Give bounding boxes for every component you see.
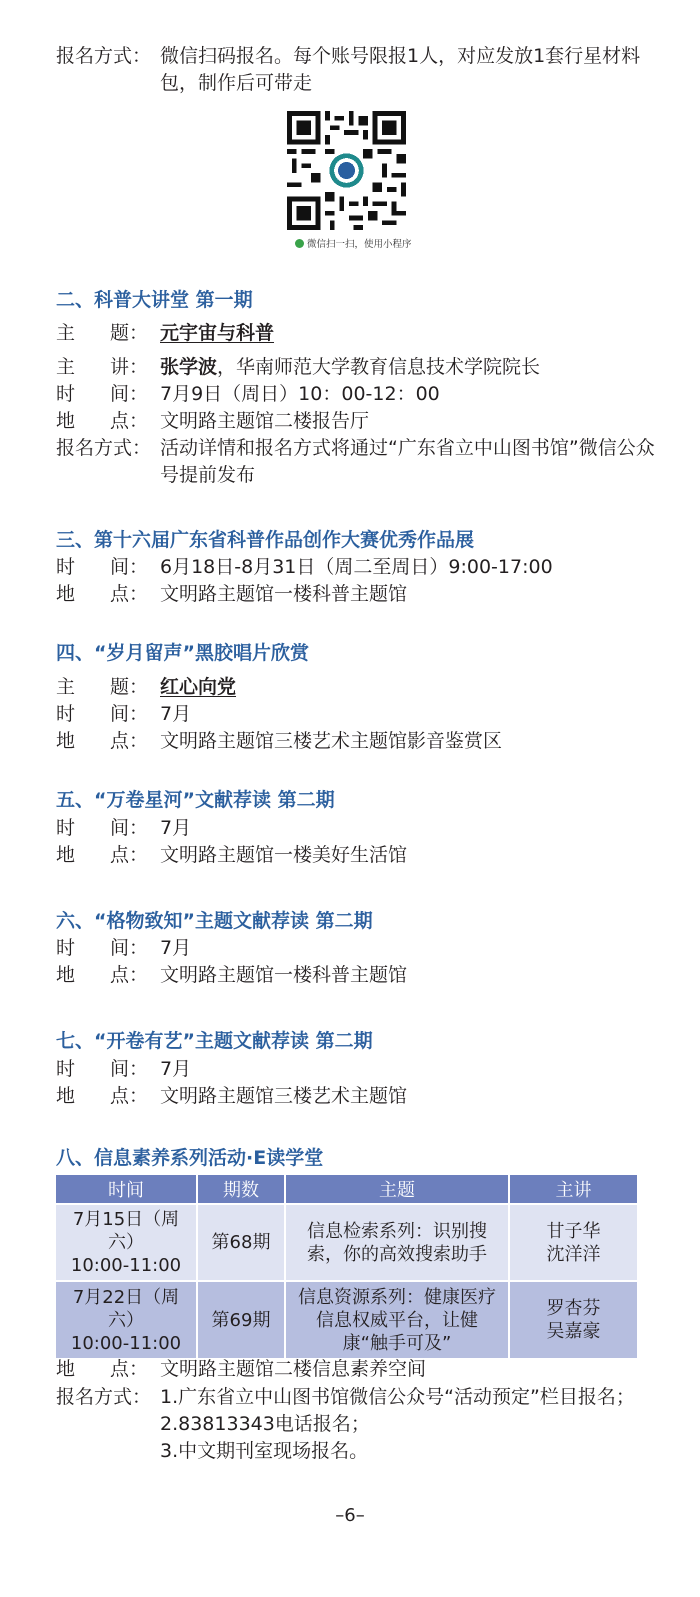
time-label: 时 间：: [56, 556, 148, 578]
section-6-heading: 六、“格物致知”主题文献荐读 第二期: [56, 910, 373, 932]
s4-topic: 红心向党: [160, 676, 237, 698]
cell-theme: 信息检索系列：识别搜索，你的高效搜索助手: [285, 1204, 509, 1281]
cell-speaker: 罗杏芬 吴嘉豪: [509, 1281, 637, 1358]
s2-topic-row: [56, 320, 660, 347]
col-header-time: 时间: [56, 1175, 197, 1204]
signup-label: 报名方式：: [56, 1386, 152, 1408]
table-header-row: [56, 1175, 637, 1204]
s2-topic: 元宇宙与科普: [160, 322, 275, 344]
s4-time-row: [56, 701, 660, 728]
cell-issue: 第69期: [197, 1281, 285, 1358]
section-3-heading: 三、第十六届广东省科普作品创作大赛优秀作品展: [56, 529, 475, 551]
cell-issue: 第68期: [197, 1204, 285, 1281]
s2-place: 文明路主题馆二楼报告厅: [160, 410, 370, 432]
s4-time: 7月: [160, 703, 192, 725]
signup-label: 报名方式：: [56, 437, 152, 459]
time-label: 时 间：: [56, 703, 148, 725]
col-header-issue: 期数: [197, 1175, 285, 1204]
s4-place-row: [56, 728, 660, 755]
s2-time-row: [56, 381, 660, 408]
s3-place-row: [56, 581, 660, 608]
s3-time: 6月18日-8月31日（周二至周日）9:00-17:00: [160, 556, 553, 578]
cell-time: 7月22日（周六） 10:00-11:00: [56, 1281, 197, 1358]
s2-speaker-row: [56, 354, 660, 381]
s5-place-row: [56, 842, 660, 869]
s4-topic-row: [56, 674, 660, 701]
s8-place-row: [56, 1356, 660, 1383]
page-number: –6–: [335, 1505, 365, 1526]
place-label: 地 点：: [56, 730, 148, 752]
top-signup-row: [56, 43, 660, 97]
s7-place-row: [56, 1083, 660, 1110]
s7-place: 文明路主题馆三楼艺术主题馆: [160, 1085, 408, 1107]
speaker-label: 主 讲：: [56, 356, 148, 378]
s5-place: 文明路主题馆一楼美好生活馆: [160, 844, 408, 866]
time-label: 时 间：: [56, 1058, 148, 1080]
s3-time-row: [56, 554, 660, 581]
place-label: 地 点：: [56, 964, 148, 986]
signup-value: 微信扫码报名。每个账号限报1人，对应发放1套行星材料包，制作后可带走: [160, 45, 641, 94]
s5-time-row: [56, 815, 660, 842]
place-label: 地 点：: [56, 1085, 148, 1107]
section-8-heading: 八、信息素养系列活动·E读学堂: [56, 1147, 324, 1169]
s6-place: 文明路主题馆一楼科普主题馆: [160, 964, 408, 986]
qr-code[interactable]: [287, 111, 406, 230]
s8-signup-row: [56, 1384, 660, 1465]
section-2-heading: 二、科普大讲堂 第一期: [56, 289, 253, 311]
section-7-heading: 七、“开卷有艺”主题文献荐读 第二期: [56, 1030, 373, 1052]
s7-time-row: [56, 1056, 660, 1083]
s5-time: 7月: [160, 817, 192, 839]
section-4-heading: 四、“岁月留声”黑胶唱片欣赏: [56, 642, 309, 664]
col-header-theme: 主题: [285, 1175, 509, 1204]
topic-label: 主 题：: [56, 322, 148, 344]
s6-time-row: [56, 935, 660, 962]
s2-speaker: 张学波，华南师范大学教育信息技术学院院长: [160, 356, 541, 378]
s8-signup-list: [160, 1384, 660, 1465]
cell-speaker: 甘子华 沈洋洋: [509, 1204, 637, 1281]
wechat-miniprogram-icon: [295, 239, 304, 248]
cell-theme: 信息资源系列：健康医疗信息权威平台，让健康“触手可及”: [285, 1281, 509, 1358]
s3-place: 文明路主题馆一楼科普主题馆: [160, 583, 408, 605]
section-5-heading: 五、“万卷星河”文献荐读 第二期: [56, 789, 335, 811]
qr-caption: [295, 236, 412, 250]
place-label: 地 点：: [56, 583, 148, 605]
signup-item: 1.广东省立中山图书馆微信公众号“活动预定”栏目报名；: [160, 1386, 635, 1408]
time-label: 时 间：: [56, 937, 148, 959]
table-row: [56, 1281, 637, 1358]
s2-signup: 活动详情和报名方式将通过“广东省立中山图书馆”微信公众号提前发布: [160, 437, 655, 486]
signup-item: 2.83813343电话报名；: [160, 1413, 370, 1435]
col-header-speaker: 主讲: [509, 1175, 637, 1204]
s6-time: 7月: [160, 937, 192, 959]
s6-place-row: [56, 962, 660, 989]
topic-label: 主 题：: [56, 676, 148, 698]
time-label: 时 间：: [56, 817, 148, 839]
s8-place: 文明路主题馆二楼信息素养空间: [160, 1358, 427, 1380]
place-label: 地 点：: [56, 1358, 148, 1380]
place-label: 地 点：: [56, 410, 148, 432]
place-label: 地 点：: [56, 844, 148, 866]
signup-item: 3.中文期刊室现场报名。: [160, 1440, 369, 1462]
schedule-table: [56, 1175, 637, 1358]
s2-signup-row: [56, 435, 660, 489]
time-label: 时 间：: [56, 383, 148, 405]
cell-time: 7月15日（周六） 10:00-11:00: [56, 1204, 197, 1281]
s7-time: 7月: [160, 1058, 192, 1080]
signup-label: 报名方式：: [56, 45, 152, 67]
qr-caption-text: 微信扫一扫，使用小程序: [307, 239, 412, 250]
s2-place-row: [56, 408, 660, 435]
s4-place: 文明路主题馆三楼艺术主题馆影音鉴赏区: [160, 730, 503, 752]
s2-time: 7月9日（周日）10：00-12：00: [160, 383, 440, 405]
table-row: [56, 1204, 637, 1281]
